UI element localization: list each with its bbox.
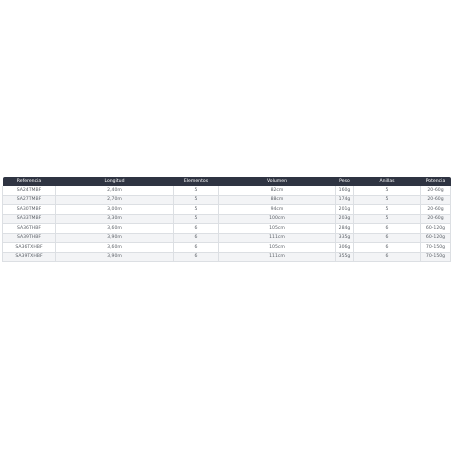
table-row [3, 186, 451, 195]
cell-elementos: 5 [174, 214, 219, 224]
cell-volumen: 111cm [219, 233, 336, 243]
cell-potencia: 70-150g [421, 243, 451, 253]
cell-longitud: 3,30m [56, 214, 174, 224]
cell-anillas: 6 [354, 224, 421, 234]
cell-volumen: 105cm [219, 243, 336, 253]
cell-potencia: 20-60g [421, 195, 451, 205]
cell-peso: 284g [336, 224, 354, 234]
cell-peso: 306g [336, 243, 354, 253]
cell-potencia: 20-60g [421, 186, 451, 195]
cell-longitud: 3,60m [56, 243, 174, 253]
cell-elementos: 5 [174, 205, 219, 215]
cell-elementos: 5 [174, 195, 219, 205]
header-longitud: Longitud [56, 177, 174, 186]
cell-longitud: 3,90m [56, 252, 174, 262]
table-header-row [3, 177, 451, 186]
cell-referencia: SA39TXHBF [3, 252, 56, 262]
cell-longitud: 3,60m [56, 224, 174, 234]
cell-elementos: 6 [174, 224, 219, 234]
spec-table [2, 177, 451, 262]
cell-volumen: 105cm [219, 224, 336, 234]
cell-referencia: SA30TMBF [3, 205, 56, 215]
cell-potencia: 20-60g [421, 214, 451, 224]
header-volumen: Volumen [219, 177, 336, 186]
cell-volumen: 100cm [219, 214, 336, 224]
cell-potencia: 60-120g [421, 224, 451, 234]
cell-referencia: SA33TMBF [3, 214, 56, 224]
table-row [3, 224, 451, 234]
cell-referencia: SA36TXHBF [3, 243, 56, 253]
cell-peso: 335g [336, 233, 354, 243]
cell-anillas: 6 [354, 233, 421, 243]
table-row [3, 214, 451, 224]
header-potencia: Potencia [421, 177, 451, 186]
header-referencia: Referencia [3, 177, 56, 186]
cell-anillas: 5 [354, 214, 421, 224]
cell-volumen: 82cm [219, 186, 336, 195]
cell-potencia: 70-150g [421, 252, 451, 262]
cell-referencia: SA24TMBF [3, 186, 56, 195]
cell-volumen: 111cm [219, 252, 336, 262]
cell-elementos: 6 [174, 252, 219, 262]
cell-peso: 160g [336, 186, 354, 195]
cell-anillas: 6 [354, 252, 421, 262]
cell-volumen: 94cm [219, 205, 336, 215]
cell-anillas: 5 [354, 205, 421, 215]
header-elementos: Elementos [174, 177, 219, 186]
cell-peso: 174g [336, 195, 354, 205]
cell-potencia: 20-60g [421, 205, 451, 215]
cell-elementos: 6 [174, 233, 219, 243]
cell-peso: 355g [336, 252, 354, 262]
table-row [3, 252, 451, 262]
table-row [3, 195, 451, 205]
cell-potencia: 60-120g [421, 233, 451, 243]
cell-referencia: SA36THBF [3, 224, 56, 234]
cell-peso: 201g [336, 205, 354, 215]
table-row [3, 243, 451, 253]
table-row [3, 233, 451, 243]
cell-elementos: 5 [174, 186, 219, 195]
cell-elementos: 6 [174, 243, 219, 253]
cell-anillas: 5 [354, 195, 421, 205]
cell-anillas: 5 [354, 186, 421, 195]
header-anillas: Anillas [354, 177, 421, 186]
cell-referencia: SA27TMBF [3, 195, 56, 205]
cell-longitud: 2,40m [56, 186, 174, 195]
header-peso: Peso [336, 177, 354, 186]
cell-volumen: 88cm [219, 195, 336, 205]
cell-longitud: 2,70m [56, 195, 174, 205]
cell-longitud: 3,00m [56, 205, 174, 215]
cell-referencia: SA39THBF [3, 233, 56, 243]
cell-longitud: 3,90m [56, 233, 174, 243]
cell-anillas: 6 [354, 243, 421, 253]
cell-peso: 203g [336, 214, 354, 224]
table-row [3, 205, 451, 215]
